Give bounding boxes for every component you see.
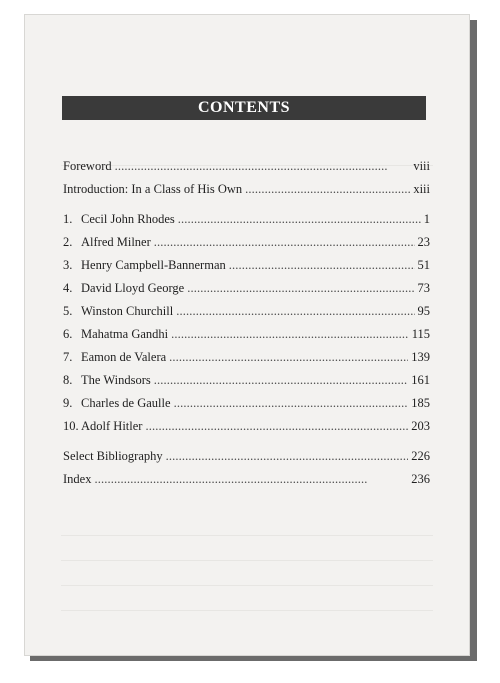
entry-page: 73 [417,281,430,295]
entry-title: Cecil John Rhodes [81,212,175,226]
entry-title: Henry Campbell-Bannerman [81,258,226,272]
chapter-number: 3. [63,258,73,272]
dot-leader [171,326,409,342]
entry-page: 185 [411,396,430,410]
entry-title: Charles de Gaulle [81,396,171,410]
dot-leader [145,418,408,434]
entry-page: 161 [411,373,430,387]
toc-entry-chapter-7[interactable] [63,349,430,365]
dot-leader [245,181,410,197]
bleed-through-line [61,535,433,536]
toc-entry-chapter-9[interactable] [63,395,430,411]
chapter-number: 8. [63,373,73,387]
entry-title: Alfred Milner [81,235,151,249]
chapter-number: 2. [63,235,73,249]
chapter-number: 10. [63,419,79,433]
toc-entry-chapter-6[interactable] [63,326,430,342]
dot-leader [176,303,414,319]
entry-title: Foreword [63,159,112,173]
chapter-number: 1. [63,212,73,226]
chapter-number: 9. [63,396,73,410]
toc-entry-index[interactable] [63,471,430,487]
toc-entry-bibliography[interactable] [63,448,430,464]
toc-entry-chapter-1[interactable] [63,211,430,227]
dot-leader [154,372,409,388]
dot-leader [169,349,408,365]
chapter-number: 4. [63,281,73,295]
dot-leader [94,471,408,487]
chapter-number: 7. [63,350,73,364]
entry-page: 1 [423,212,430,226]
bleed-through-line [61,585,433,586]
entry-page: 95 [417,304,430,318]
entry-page: 23 [417,235,430,249]
bleed-through-line [61,610,433,611]
entry-page: 115 [411,327,430,341]
chapter-number: 6. [63,327,73,341]
toc-entry-foreword[interactable] [63,158,430,174]
entry-page: 236 [411,472,430,486]
entry-page: 139 [411,350,430,364]
dot-leader [115,158,411,174]
entry-title: Adolf Hitler [81,419,143,433]
entry-title: Select Bibliography [63,449,163,463]
toc-entry-introduction[interactable] [63,181,430,197]
entry-title: David Lloyd George [81,281,185,295]
dot-leader [229,257,415,273]
toc-entry-chapter-10[interactable] [63,418,430,434]
toc-entry-chapter-4[interactable] [63,280,430,296]
entry-page: 51 [417,258,430,272]
dot-leader [174,395,409,411]
toc-entry-chapter-2[interactable] [63,234,430,250]
entry-page: xiii [413,182,430,196]
entry-title: Index [63,472,92,486]
bleed-through-line [61,560,433,561]
dot-leader [187,280,414,296]
dot-leader [166,448,409,464]
toc-entry-chapter-5[interactable] [63,303,430,319]
entry-title: Mahatma Gandhi [81,327,169,341]
entry-page: 226 [411,449,430,463]
entry-title: Eamon de Valera [81,350,167,364]
toc-entry-chapter-3[interactable] [63,257,430,273]
entry-page: viii [413,159,430,173]
entry-title: Winston Churchill [81,304,174,318]
chapter-number: 5. [63,304,73,318]
book-page [24,14,470,656]
entry-title: Introduction: In a Class of His Own [63,182,243,196]
entry-page: 203 [411,419,430,433]
contents-heading: CONTENTS [62,96,426,120]
dot-leader [154,234,415,250]
toc-entry-chapter-8[interactable] [63,372,430,388]
entry-title: The Windsors [81,373,151,387]
dot-leader [178,211,421,227]
